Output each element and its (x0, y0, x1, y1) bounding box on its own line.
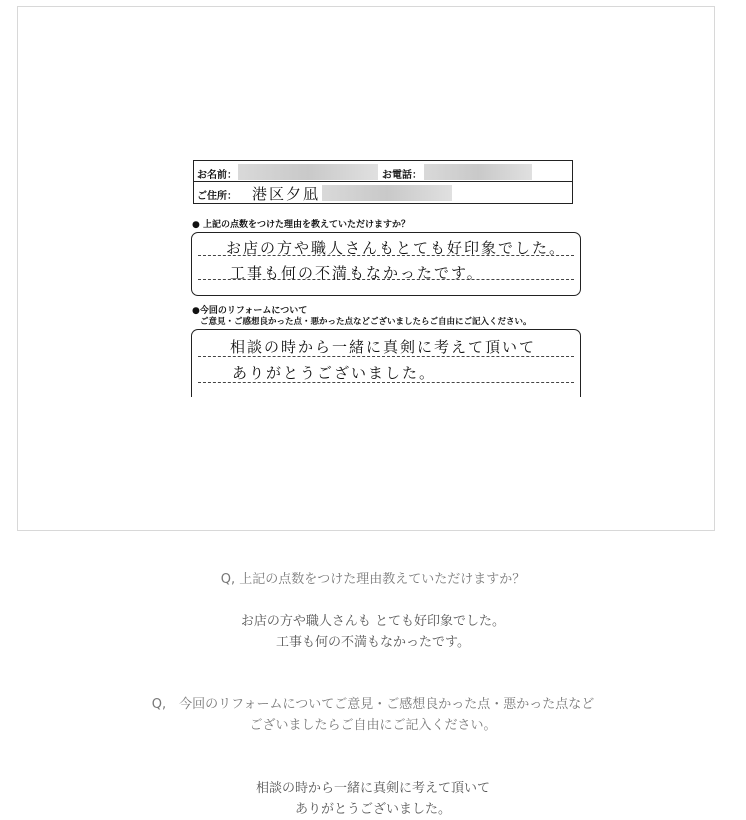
phone-redaction (424, 164, 532, 180)
address-redaction (322, 185, 452, 201)
address-label: ご住所： (197, 191, 237, 202)
name-redaction (238, 164, 378, 180)
name-phone-row (193, 160, 573, 182)
answer-2-line1: 相談の時から一緒に真剣に考えて頂いて (255, 781, 490, 796)
survey-image-frame (17, 6, 715, 531)
q1-handwriting-line1: お店の方や職人さんもとても好印象でした。 (226, 239, 567, 257)
q2-printed-label-1: ●今回のリフォームについて (192, 306, 308, 316)
answer-2-line2: ありがとうございました。 (294, 802, 451, 817)
address-handwriting: 港区夕凪 (252, 185, 321, 203)
q2-handwriting-line2: ありがとうございました。 (232, 364, 437, 382)
q1-handwriting-line2: 工事も何の不満もなかったです。 (230, 264, 484, 282)
phone-label: お電話： (382, 170, 422, 181)
q2-printed-label-2: ご意見・ご感想良かった点・悪かった点などございましたらご自由にご記入ください。 (200, 317, 532, 327)
question-2-line2: ございましたらご自由にご記入ください。 (249, 718, 497, 733)
address-row (193, 182, 573, 204)
answer-1-line1: お店の方や職人さんも とても好印象でした。 (240, 614, 506, 629)
question-1-text: Q, 上記の点数をつけた理由教えていただけますか？ (220, 572, 526, 587)
q1-printed-label: ● 上記の点数をつけた理由を教えていただけますか？ (192, 220, 410, 230)
scanned-survey-card (188, 157, 584, 397)
q1-answer-box (191, 232, 581, 296)
q2-handwriting-line1: 相談の時から一緒に真剣に考えて頂いて (230, 338, 537, 356)
name-label: お名前： (197, 170, 237, 181)
answer-1-line2: 工事も何の不満もなかったです。 (276, 635, 470, 650)
q2-answer-box (191, 329, 581, 397)
question-2-line1: Q, 今回のリフォームについてご意見・ご感想良かった点・悪かった点など (151, 697, 595, 712)
